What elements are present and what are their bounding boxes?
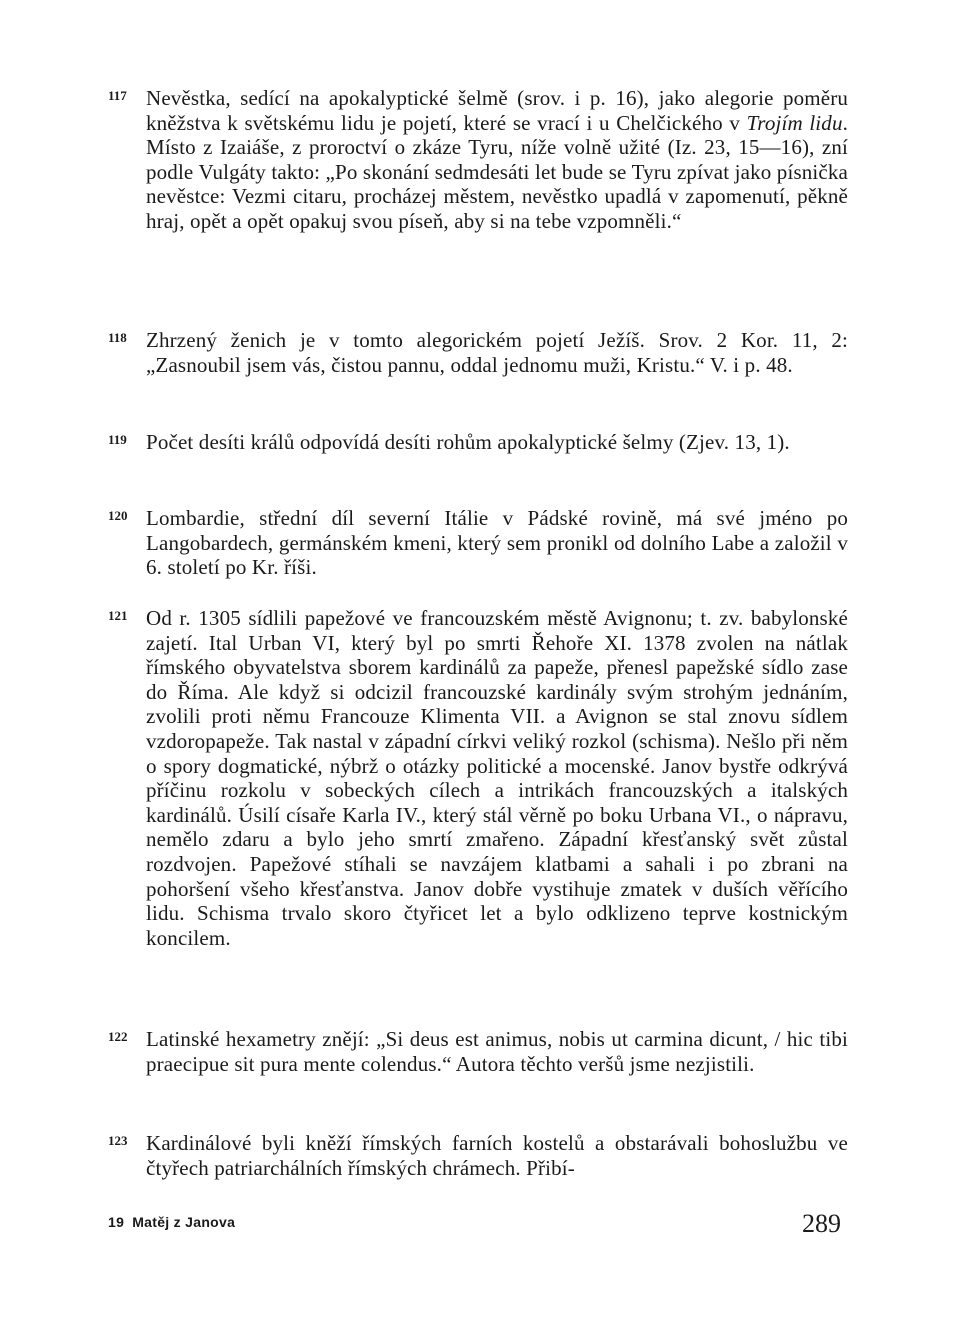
footnote-121	[108, 606, 848, 950]
footnote-text: Latinské hexametry znějí: „Si deus est animus, nobis ut carmina dicunt, / hic tibi praecipue sit pura mente colendus.“ Autora těchto veršů jsme nezjistili.	[146, 1027, 848, 1076]
footnote-text-part: . Místo z Izaiáše, z proroctví o zkáze Tyru, níže volně užité (Iz. 23, 15—16), zní podle Vulgáty takto: „Po skonání sedmdesáti let bude se Tyru zpívat jako písnička nevěstce: Vezmi citaru, procházej městem, nevěstko upadlá v zapomenutí, pěkně hraj, opět a opět opakuj svou píseň, aby si na tebe vzpomněli.“	[146, 110, 848, 233]
footnote-text: Lombardie, střední díl severní Itálie v Pádské rovině, má své jméno po Langobardech, germánském kmeni, který sem pronikl od dolního Labe a založil v 6. století po Kr. říši.	[146, 506, 848, 580]
book-title-footer: Matěj z Janova	[132, 1214, 236, 1230]
page-number: 289	[802, 1209, 841, 1238]
footnote-text	[146, 86, 848, 234]
footnote-119	[108, 430, 848, 455]
footnote-text: Počet desíti králů odpovídá desíti rohům apokalyptické šelmy (Zjev. 13, 1).	[146, 430, 790, 454]
footnote-120	[108, 506, 848, 580]
footer-signature-line	[108, 1214, 235, 1230]
footnote-italic-title: Trojím lidu	[746, 110, 843, 135]
footnote-text: Zhrzený ženich je v tomto alegorickém pojetí Ježíš. Srov. 2 Kor. 11, 2: „Zasnoubil jsem vás, čistou pannu, oddal jednomu muži, Kristu.“ V. i p. 48.	[146, 328, 848, 377]
footnote-text: Kardinálové byli kněží římských farních kostelů a obstarávali bohoslužbu ve čtyřech patriarchálních římských chrámech. Přibí-	[146, 1131, 848, 1180]
footnote-number: 122	[108, 1029, 128, 1044]
footnote-number: 120	[108, 508, 128, 523]
footnote-text: Od r. 1305 sídlili papežové ve francouzském městě Avignonu; t. zv. babylonské zajetí. Ital Urban VI, který byl po smrti Řehoře XI. 1378 zvolen na nátlak římského obyvatelstva sborem kardinálů za papeže, přenesl papežské sídlo zase do Říma. Ale když si odcizil francouzské kardinály svým strohým jednáním, zvolili proti němu Francouze Klimenta VII. a Avignon se stal znovu sídlem vzdoropapeže. Tak nastal v západní církvi veliký rozkol (schisma). Nešlo při něm o spory dogmatické, nýbrž o otázky politické a mocenské. Janov bystře odkrývá příčinu rozkolu v sobeckých cílech a intrikách francouzských a italských kardinálů. Úsilí císaře Karla IV., který stál věrně po boku Urbana VI., o nápravu, nemělo zdaru a bylo jeho smrtí zmařeno. Západní křesťanský svět zůstal rozdvojen. Papežové stíhali se navzájem klatbami a sahali i po zbrani na pohoršení všeho křesťanstva. Janov dobře vystihuje zmatek v duších věřícího lidu. Schisma trvalo skoro čtyřicet let a bylo odklizeno teprve kostnickým koncilem.	[146, 606, 848, 950]
printer-signature-mark: 19	[108, 1214, 125, 1230]
footnote-122	[108, 1027, 848, 1076]
footnote-number: 118	[108, 330, 127, 345]
footnote-number: 123	[108, 1133, 128, 1148]
footnote-number: 117	[108, 88, 127, 103]
footnote-118	[108, 328, 848, 377]
footnote-117	[108, 86, 848, 234]
footnote-123	[108, 1131, 848, 1180]
footnote-number: 121	[108, 608, 128, 623]
footnote-text-part: Nevěstka, sedící na apokalyptické šelmě (srov. i p. 16), jako alegorie poměru kněžstva k světskému lidu je pojetí, které se vrací i u Chelčického v	[146, 86, 848, 135]
footnote-number: 119	[108, 432, 127, 447]
